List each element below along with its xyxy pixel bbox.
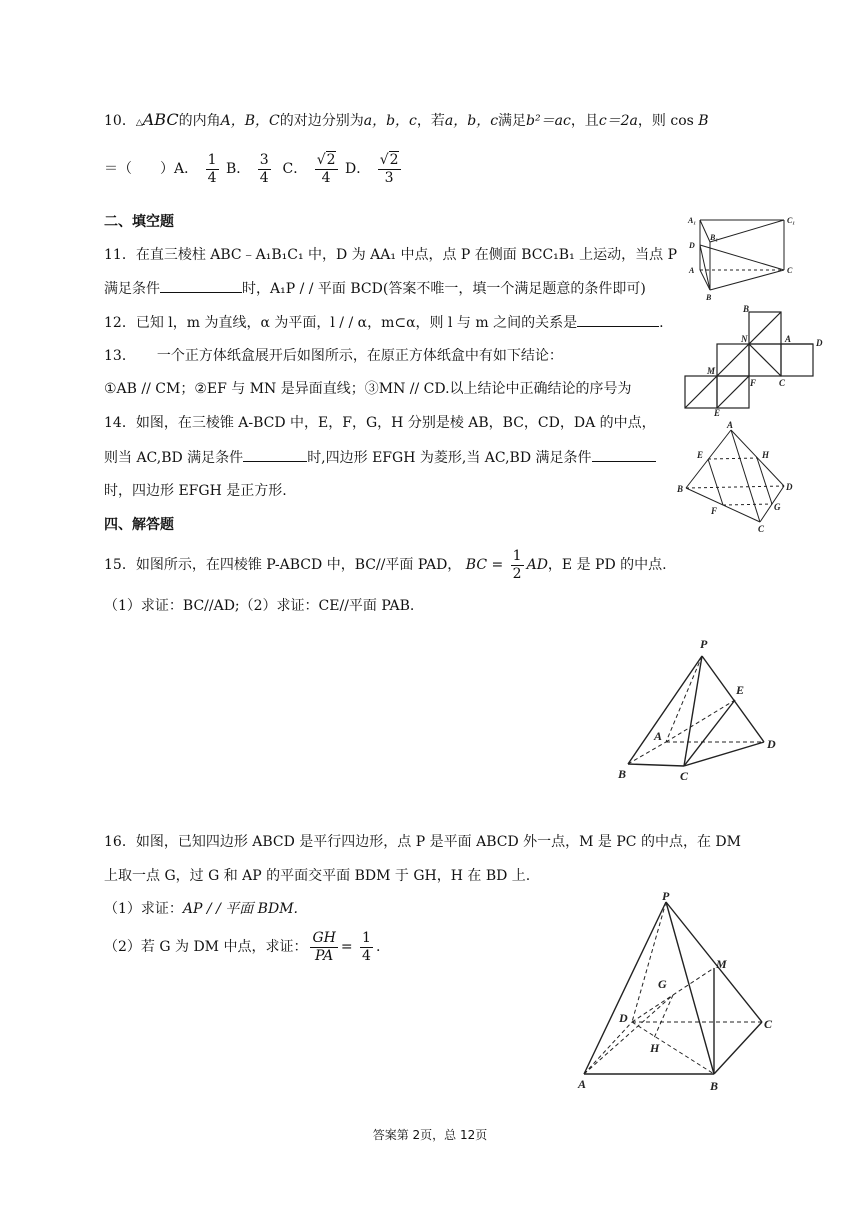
q10-optD-frac: $\frac{√2}{3}$ (379, 151, 399, 186)
prism-figure (684, 212, 804, 302)
q12-answer-blank (577, 312, 659, 327)
q10-options: ＝（ ）A． $\frac{1}{4}$ B． $\frac{3}{4}$ C． $\frac{√2}{4}$ D． $\frac{√2}{3}$ (104, 151, 399, 186)
pyr16-label-h: H (650, 1041, 660, 1055)
pyramid-q15-figure (614, 634, 794, 784)
pyr16-label-a: A (578, 1077, 587, 1091)
pyr16-label-b: B (710, 1079, 719, 1093)
pyr15-label-p: P (700, 637, 708, 651)
tetra-label-b: B (677, 484, 684, 494)
pyramid-q16-figure (574, 888, 794, 1094)
q15-half-frac: $\frac{1}{2}$ (512, 547, 522, 582)
q10-optA-frac: $\frac{1}{4}$ (207, 151, 217, 186)
page-footer: 答案第 2页，总 12页 (372, 1128, 488, 1142)
tetra-label-d: D (786, 482, 793, 492)
q16-line2: 上取一点 G，过 G 和 AP 的平面交平面 BDM 于 GH，H 在 BD 上. (104, 868, 531, 884)
net-label-c: C (779, 378, 786, 388)
pyr16-label-d: D (619, 1011, 628, 1025)
q16-line3: （1）求证：AP / / 平面 BDM. (104, 901, 298, 917)
prism-label-b1: B₁ (710, 233, 719, 242)
net-label-n: N (741, 334, 748, 344)
q15-line1: 15．如图所示，在四棱锥 P-ABCD 中，BC//平面 PAD， BC = $\frac{1}{2}$ AD，E 是 PD 的中点. (104, 547, 667, 582)
prism-label-a1: A₁ (688, 216, 697, 225)
q11-line2: 满足条件 时，A₁P / / 平面 BCD(答案不唯一，填一个满足题意的条件即可) (104, 278, 646, 299)
prism-label-c1: C₁ (787, 216, 796, 225)
pyr16-label-m: M (716, 957, 727, 971)
net-label-a: A (785, 334, 792, 344)
q11-answer-blank (160, 278, 242, 293)
prism-label-c: C (787, 266, 793, 275)
net-label-m: M (707, 366, 716, 376)
pyr15-label-a: A (654, 729, 663, 743)
tetra-label-a: A (727, 420, 734, 430)
q10-optC-frac: $\frac{√2}{4}$ (316, 151, 336, 186)
pyr16-label-p: P (662, 889, 670, 903)
pyr15-label-e: E (736, 683, 745, 697)
q16-line1: 16．如图，已知四边形 ABCD 是平行四边形，点 P 是平面 ABCD 外一点，M 是 PC 的中点，在 DM (104, 834, 741, 850)
section-fill-in-heading: 二、填空题 (104, 214, 174, 230)
pyr15-label-d: D (767, 737, 776, 751)
net-label-b: B (743, 304, 750, 314)
pyr15-label-b: B (618, 767, 627, 781)
q16-ratio-frac: $\frac{GH}{PA}$ (312, 929, 336, 964)
q13-line1: 13． 一个正方体纸盒展开后如图所示，在原正方体纸盒中有如下结论： (104, 348, 563, 364)
tetra-label-e: E (697, 450, 704, 460)
section-solution-heading: 四、解答题 (104, 517, 174, 533)
pyr16-label-g: G (658, 977, 667, 991)
net-label-f: F (750, 378, 757, 388)
q14-line2: 则当 AC,BD 满足条件 时,四边形 EFGH 为菱形,当 AC,BD 满足条件 (104, 447, 656, 468)
tetra-label-g: G (774, 502, 781, 512)
q16-quarter-frac: $\frac{1}{4}$ (362, 929, 371, 964)
q15-line2: （1）求证：BC//AD;（2）求证：CE//平面 PAB. (104, 598, 415, 614)
q14-line3: 时，四边形 EFGH 是正方形. (104, 483, 287, 499)
q10-line1: 10．△ABC的内角A，B，C的对边分别为a，b，c，若a，b，c满足b²＝ac，且c＝2a，则 cos B (104, 110, 709, 129)
q10-optB-frac: $\frac{3}{4}$ (259, 151, 269, 186)
q11-line1: 11．在直三棱柱 ABC﹣A₁B₁C₁ 中，D 为 AA₁ 中点，点 P 在侧面 BCC₁B₁ 上运动，当点 P (104, 247, 678, 263)
tetra-label-c: C (758, 524, 765, 534)
net-label-d: D (816, 338, 823, 348)
q14-line1: 14．如图，在三棱锥 A-BCD 中，E，F，G，H 分别是棱 AB，BC，CD，DA 的中点， (104, 415, 656, 431)
prism-label-d: D (689, 241, 695, 250)
q13-line2: ①AB // CM；②EF 与 MN 是异面直线；③MN // CD.以上结论中正确结论的序号为 (104, 381, 632, 397)
tetra-label-f: F (711, 506, 718, 516)
q16-line4: （2）若 G 为 DM 中点，求证： $\frac{GH}{PA}$ = $\frac{1}{4}$ . (104, 929, 381, 964)
pyr16-label-c: C (764, 1017, 773, 1031)
q14-answer-blank-1 (243, 447, 307, 462)
tetrahedron-figure (676, 418, 806, 536)
tetra-label-h: H (762, 450, 770, 460)
q12-line: 12．已知 l，m 为直线，α 为平面，l / / α，m⊂α，则 l 与 m 之间的关系是 . (104, 312, 664, 333)
pyr15-label-c: C (680, 769, 689, 783)
q14-answer-blank-2 (592, 447, 656, 462)
cube-net-figure (683, 304, 833, 416)
prism-label-b: B (706, 293, 712, 302)
net-label-e: E (714, 408, 721, 418)
prism-label-a: A (689, 266, 695, 275)
